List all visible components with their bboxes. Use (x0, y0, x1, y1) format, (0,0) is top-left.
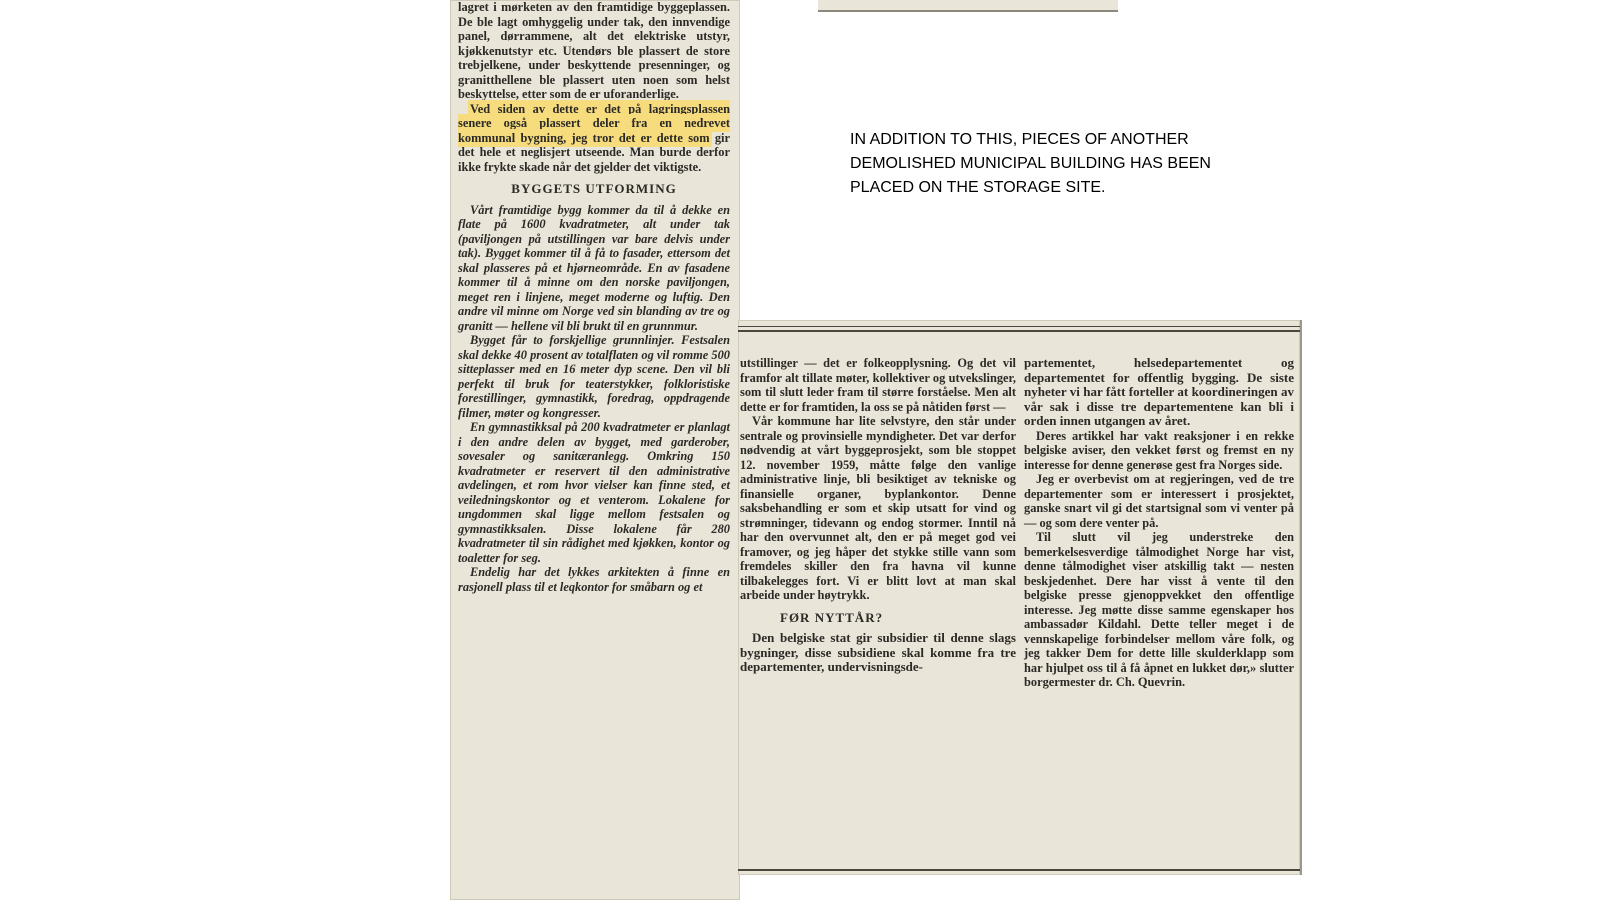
clipping-left-text (458, 0, 730, 594)
clipping-fragment-top (818, 0, 1118, 12)
caption-line-1: IN ADDITION TO THIS, PIECES OF ANOTHER (850, 131, 1189, 148)
newspaper-clipping-main (738, 320, 1302, 875)
main-col2-para3: Jeg er overbevist om at regjeringen, ved de tre departementer som er interessert i prosjektet, ganske snart vil gi det startsignal som vi venter på — og som dere venter på. (1024, 472, 1294, 530)
main-col1-para3: Den belgiske stat gir subsidier til denne slags bygninger, disse subsidiene skal komme fra tre departementer, undervisningsde- (740, 630, 1016, 674)
bottom-rule (738, 869, 1300, 871)
section-heading-byggets-utforming: BYGGETS UTFORMING (511, 181, 677, 196)
clipping-left-para2 (458, 102, 730, 175)
clipping-left-para2-rest: gir det hele et neglisjert utseende. Man burde derfor ikke frykte skade når det gjelder det viktigste. (458, 130, 730, 174)
main-col1-para2: Vår kommune har lite selvstyre, den står under sentrale og provinsielle myndigheter. Det var derfor nødvendig at vårt byggeprosjekt, som ble stoppet 12. november 1959, måtte følge den vanlige administrative linje, bli besiktiget av tekniske og finansielle organer, byplankontor. Denne saksbehandling er som et skip utsatt for vind og strømninger, tidevann og endog stormer. Inntil nå har den overvunnet alt, den er på meget god vei framover, og jeg håper det stykke stille vann som fremdeles skiller den fra havna vil kunne tilbakelegges fort. Vi er blitt lovt at man skal arbeide under høytrykk. (740, 414, 1016, 602)
main-col2-para1: partementet, helsedepartementet og departementet for offentlig bygging. De siste nyheter vi har fått forteller at koordineringen av vår sak i disse tre departementene kan bli i orden innen utgangen av året. (1024, 355, 1294, 428)
caption-annotation (850, 128, 1270, 200)
clipping-left-para3: Vårt framtidige bygg kommer da til å dekke en flate på 1600 kvadratmeter, alt under tak (paviljongen på utstillingen var bare delvis under tak). Bygget kommer til å få to fasader, ettersom det skal plasseres på et hjørneområde. En av fasadene kommer til å minne om den norske paviljongen, meget ren i linjene, meget moderne og luftig. Den andre vil minne om Norge ved sin blanding av tre og granitt — hellene vil bli brukt til en grunnmur. (458, 202, 730, 333)
top-rule-double (738, 330, 1300, 332)
clipping-left-para4: Bygget får to forskjellige grunnlinjer. Festsalen skal dekke 40 prosent av totalflaten og vil romme 500 sitteplasser med en 16 meter dyp scene. Den vil bli perfekt til bruk for teaterstykker, folkloristiske forestillinger, gymnastikk, foredrag, oppdragende filmer, møter og kongresser. (458, 333, 730, 420)
clipping-main-col2 (1024, 356, 1294, 690)
top-rule (738, 326, 1300, 327)
caption-line-2: DEMOLISHED MUNICIPAL BUILDING HAS BEEN (850, 155, 1211, 172)
section-heading-for-nyttar: FØR NYTTÅR? (780, 609, 884, 625)
clipping-left-para1: lagret i mørketen av den framtidige byggeplassen. De ble lagt omhyggelig under tak, den innvendige panel, dørrammene, alt det elektriske utstyr, kjøkkenutstyr etc. Utendørs ble plassert de store trebjelkene, under beskyttende presenninger, og granitthellene ble plassert uten noen som helst beskyttelse, etter som de er uforanderlige. (458, 0, 730, 101)
clipping-left-para5: En gymnastikksal på 200 kvadratmeter er planlagt i den andre delen av bygget, med garderober, sovesaler og sanitæranlegg. Omkring 150 kvadratmeter er reservert til den administrative avdelingen, et rom hvor vielser kan finne sted, et veiledningskontor og et venterom. Lokalene for ungdommen skal ligge mellom festsalen og gymnastikksalen. Disse lokalene får 280 kvadratmeter til sin rådighet med kjøkken, kontor og toaletter for seg. (458, 420, 730, 565)
main-col1-para1: utstillinger — det er folkeopplysning. Og det vil framfor alt tillate møter, kollektiver og utvekslinger, som til slutt leder fram til større forståelse. Men alt dette er for framtiden, la oss se på nåtiden først — (740, 356, 1016, 414)
caption-line-3: PLACED ON THE STORAGE SITE. (850, 179, 1106, 196)
main-col2-para4: Til slutt vil jeg understreke den bemerkelsesverdige tålmodighet Norge har vist, denne tålmodighet viser atskillig takt — nesten beskjedenhet. Dere har visst å vente til den belgiske presse gjenoppvekket den offentlige interesse. Jeg møtte disse samme egenskaper hos ambassadør Kildahl. Dette teller meget i de vennskapelige forbindelser mellom våre folk, og jeg takker Dem for dette lille skulderklapp som har hjulpet oss til å få åpnet en lukket dør,» slutter borgermester dr. Ch. Quevrin. (1024, 530, 1294, 689)
newspaper-clipping-left (450, 0, 740, 900)
main-col2-para2: Deres artikkel har vakt reaksjoner i en rekke belgiske aviser, den vekket først og fremst en ny interesse for denne generøse gest fra Norges side. (1024, 428, 1294, 472)
clipping-main-col1 (740, 356, 1016, 675)
highlighted-passage: Ved siden av dette er det på lagringsplassen senere også plassert deler fra en nedrevet kommunal bygning, jeg tror det er dette som (458, 101, 730, 145)
clipping-left-para6: Endelig har det lykkes arkitekten å finne en rasjonell plass til et leqkontor for småbarn og et (458, 565, 730, 594)
